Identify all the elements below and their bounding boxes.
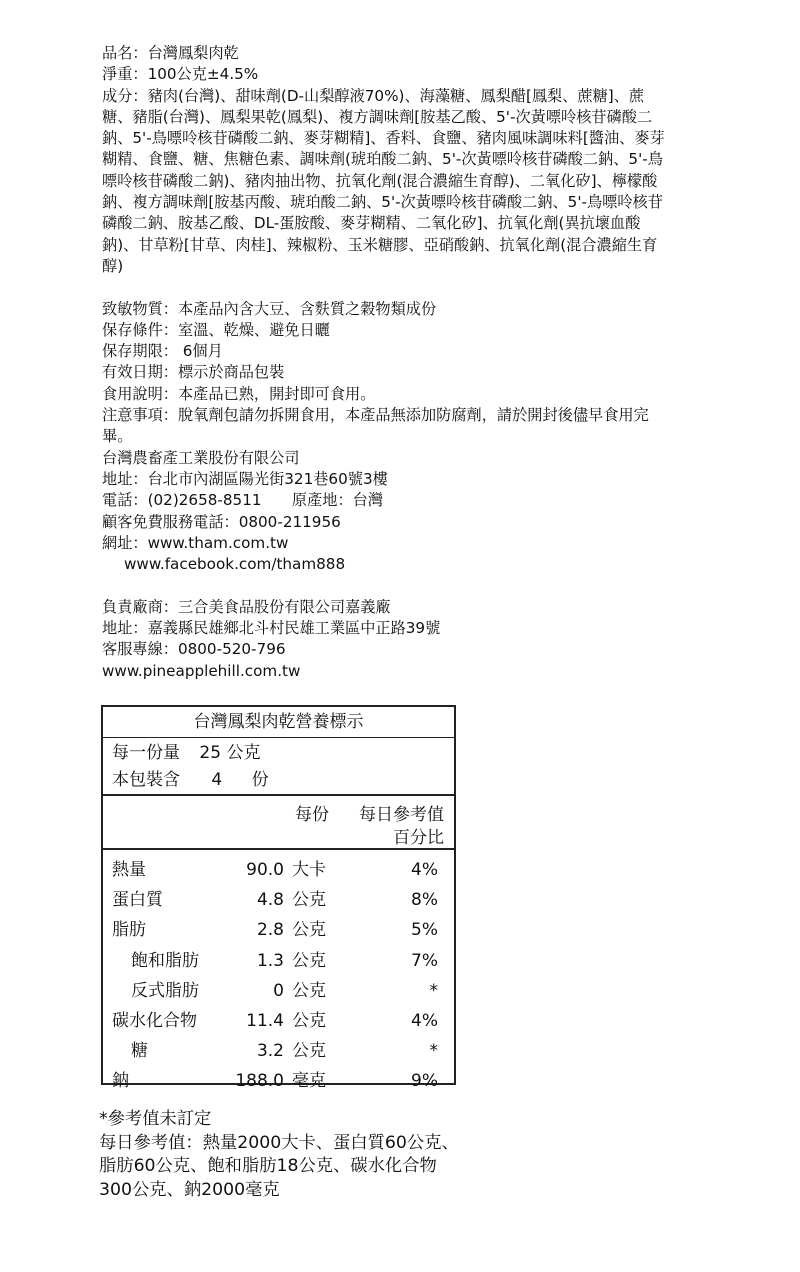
nutrient-unit: 公克 (292, 1041, 326, 1062)
nutrient-daily-value: 9% (411, 1071, 438, 1092)
phone-origin: 電話：(02)2658-8511 原產地：台灣 (102, 491, 384, 510)
nutrient-daily-value: 4% (411, 860, 438, 880)
footnote-daily-values: 每日參考值：熱量2000大卡、蛋白質60公克、脂肪60公克、飽和脂肪18公克、碳水化合物300公克、鈉2000毫克 (99, 1132, 459, 1200)
nutrient-amount: 11.4 (246, 1010, 284, 1031)
nutrient-daily-value: * (429, 980, 438, 1001)
nutrient-daily-value: * (429, 1041, 438, 1062)
servings-per-package-label: 本包裝含 (112, 770, 180, 790)
nutrient-row-carbohydrate (103, 1006, 454, 1036)
nutrient-name: 反式脂肪 (131, 980, 199, 1001)
nutrition-title: 台灣鳳梨肉乾營養標示 (103, 707, 454, 738)
nutrient-amount: 3.2 (256, 1041, 284, 1062)
nutrient-name: 脂肪 (112, 920, 146, 941)
serving-size-label: 每一份量 (112, 743, 180, 763)
product-info (102, 43, 672, 682)
nutrient-unit: 公克 (292, 950, 326, 971)
daily-value-header: 每日參考值 (359, 805, 444, 825)
storage-conditions: 保存條件：室溫、乾燥、避免日曬 (102, 320, 330, 339)
usage-instructions: 食用說明：本產品已熟，開封即可食用。 (102, 384, 376, 403)
manufacturer-name: 負責廠商：三合美食品股份有限公司嘉義廠 (102, 597, 391, 616)
shelf-life: 保存期限： 6個月 (102, 342, 223, 361)
nutrient-unit: 大卡 (292, 860, 326, 880)
footnote-undetermined: *參考值未訂定 (99, 1109, 212, 1129)
nutrient-amount: 188.0 (235, 1071, 284, 1092)
nutrition-footnote (99, 1108, 459, 1202)
nutrition-column-headers (103, 796, 454, 850)
nutrient-row-trans-fat (103, 976, 454, 1006)
nutrient-daily-value: 4% (411, 1010, 438, 1031)
nutrient-amount: 2.8 (256, 920, 284, 941)
servings-per-package-value: 4 (211, 770, 223, 790)
nutrition-facts-table (101, 705, 456, 1092)
nutrient-daily-value: 5% (411, 920, 438, 941)
nutrient-daily-value: 7% (411, 950, 438, 971)
company-name: 台灣農畜產工業股份有限公司 (102, 448, 300, 467)
manufacturer-website-link[interactable]: www.pineapplehill.com.tw (102, 661, 301, 680)
nutrient-row-protein (103, 885, 454, 915)
daily-value-percent-header: 百分比 (393, 828, 444, 848)
nutrient-unit: 毫克 (292, 1071, 326, 1092)
product-name: 品名：台灣鳳梨肉乾 (102, 44, 239, 62)
nutrient-name: 碳水化合物 (112, 1010, 197, 1031)
servings-unit: 份 (251, 770, 269, 790)
nutrient-unit: 公克 (292, 890, 326, 911)
nutrient-name: 鈉 (112, 1071, 129, 1092)
facebook-link[interactable]: www.facebook.com/tham888 (124, 555, 346, 574)
nutrient-unit: 公克 (292, 980, 326, 1001)
nutrient-name: 蛋白質 (112, 890, 163, 911)
notice: 注意事項：脫氧劑包請勿拆開食用，本產品無添加防腐劑，請於開封後儘早食用完畢。 (102, 406, 649, 446)
net-weight: 淨重：100公克±4.5% (102, 65, 259, 84)
nutrient-amount: 90.0 (246, 860, 284, 880)
nutrient-amount: 1.3 (256, 950, 284, 971)
serving-size-value: 25 公克 (199, 743, 261, 763)
nutrient-name: 糖 (131, 1041, 148, 1062)
expiry-date: 有效日期：標示於商品包裝 (102, 363, 285, 382)
nutrient-row-sugar (103, 1036, 454, 1066)
nutrient-row-sodium (103, 1066, 454, 1096)
nutrient-row-calories (103, 855, 454, 885)
customer-hotline: 顧客免費服務電話：0800-211956 (102, 512, 341, 531)
ingredients: 成分：豬肉(台灣)、甜味劑(D-山梨醇液70%)、海藻糖、鳳梨醋[鳳梨、蔗糖]、蔗糖、豬脂(台灣)、鳳梨果乾(鳳梨)、複方調味劑[胺基乙酸、5'-次黃嘌呤核苷磷酸二鈉、5'-鳥嘌呤核苷磷酸二鈉、麥芽糊精]、香料、食鹽、豬肉風味調味料[醬油、麥芽糊精、食鹽、糖、焦糖色素、調味劑(琥珀酸二鈉、5'-次黃嘌呤核苷磷酸二鈉、5'-鳥嘌呤核苷磷酸二鈉)、豬肉抽出物、抗氧化劑(混合濃縮生育醇)、二氧化矽]、檸檬酸鈉、複方調味劑[胺基丙酸、琥珀酸二鈉、5'-次黃嘌呤核苷磷酸二鈉、5'-鳥嘌呤核苷磷酸二鈉、胺基乙酸、DL-蛋胺酸、麥芽糊精、二氧化矽]、抗氧化劑(異抗壞血酸鈉)、甘草粉[甘草、肉桂]、辣椒粉、玉米糖膠、亞硝酸鈉、抗氧化劑(混合濃縮生育醇) (102, 86, 665, 275)
nutrient-daily-value: 8% (411, 890, 438, 911)
serving-info (103, 738, 454, 796)
nutrient-unit: 公克 (292, 920, 326, 941)
nutrient-name: 飽和脂肪 (131, 950, 199, 971)
allergens: 致敏物質：本產品內含大豆、含麩質之穀物類成份 (102, 299, 437, 318)
nutrient-unit: 公克 (292, 1010, 326, 1031)
company-address: 地址：台北市內湖區陽光街321巷60號3樓 (102, 469, 388, 488)
per-serving-header: 每份 (295, 805, 329, 825)
nutrient-amount: 0 (273, 980, 284, 1001)
website-link[interactable]: 網址：www.tham.com.tw (102, 533, 289, 552)
nutrient-amount: 4.8 (256, 890, 284, 911)
service-line: 客服專線：0800-520-796 (102, 640, 286, 659)
nutrient-name: 熱量 (112, 860, 146, 880)
nutrient-row-fat (103, 915, 454, 945)
manufacturer-address: 地址：嘉義縣民雄鄉北斗村民雄工業區中正路39號 (102, 619, 441, 638)
nutrient-row-saturated-fat (103, 946, 454, 976)
